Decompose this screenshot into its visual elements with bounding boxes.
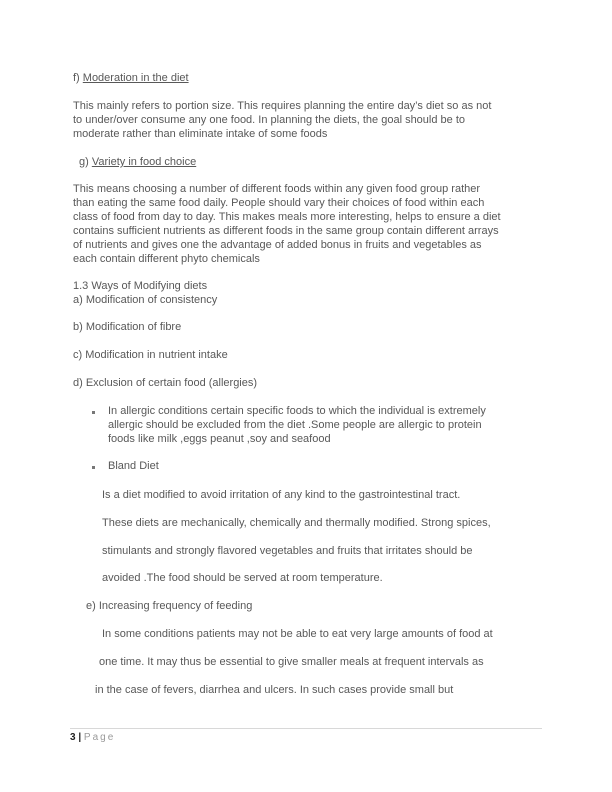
bullet-line: In allergic conditions certain specific foods to which the individual is extremely — [108, 405, 486, 417]
paragraph-line: class of food from day to day. This makes meals more interesting, helps to ensure a diet — [73, 211, 501, 223]
paragraph-line: These diets are mechanically, chemically and thermally modified. Strong spices, — [102, 517, 491, 529]
paragraph-line: to under/over consume any one food. In planning the diets, the goal should be to — [73, 114, 465, 126]
bullet-line: allergic should be excluded from the diet .Some people are allergic to protein — [108, 419, 482, 431]
paragraph-line: moderate rather than eliminate intake of some foods — [73, 128, 328, 140]
list-item: a) Modification of consistency — [73, 294, 218, 306]
paragraph-line: of nutrients and gives one the advantage of added bonus in fruits and vegetables as — [73, 239, 482, 251]
paragraph-line: avoided .The food should be served at room temperature. — [102, 572, 383, 584]
paragraph-line: Is a diet modified to avoid irritation of any kind to the gastrointestinal tract. — [102, 489, 461, 501]
heading-prefix: g) — [79, 156, 92, 168]
page-footer — [70, 731, 115, 745]
paragraph-line: This means choosing a number of different foods within any given food group rather — [73, 183, 481, 195]
heading-prefix: f) — [73, 72, 83, 84]
bullet-line: Bland Diet — [108, 460, 159, 472]
list-item: b) Modification of fibre — [73, 321, 182, 333]
heading-text: Moderation in the diet — [82, 72, 189, 84]
list-item: c) Modification in nutrient intake — [73, 349, 228, 361]
page-label: Page — [83, 732, 116, 743]
paragraph-line: than eating the same food daily. People should vary their choices of food within each — [73, 197, 485, 209]
paragraph-line: one time. It may thus be essential to give smaller meals at frequent intervals as — [99, 656, 484, 668]
paragraph-line: In some conditions patients may not be able to eat very large amounts of food at — [102, 628, 493, 640]
footer-separator: | — [75, 732, 84, 743]
footer-divider — [70, 728, 542, 729]
paragraph-line: in the case of fevers, diarrhea and ulcers. In such cases provide small but — [95, 684, 454, 696]
paragraph-line: This mainly refers to portion size. This requires planning the entire day’s diet so as not — [73, 100, 492, 112]
list-item: d) Exclusion of certain food (allergies) — [73, 377, 258, 389]
heading-f — [73, 71, 189, 85]
list-item: e) Increasing frequency of feeding — [86, 600, 253, 612]
paragraph-line: each contain different phyto chemicals — [73, 253, 260, 265]
section-heading: 1.3 Ways of Modifying diets — [73, 280, 208, 292]
bullet-icon — [92, 466, 95, 469]
paragraph-line: stimulants and strongly flavored vegetables and fruits that irritates should be — [102, 545, 473, 557]
heading-g — [79, 155, 196, 169]
page-number: 3 — [70, 732, 76, 743]
bullet-line: foods like milk ,eggs peanut ,soy and seafood — [108, 433, 331, 445]
paragraph-line: contains sufficient nutrients as different foods in the same group contain different arrays — [73, 225, 499, 237]
bullet-icon — [92, 411, 95, 414]
heading-text: Variety in food choice — [91, 156, 197, 168]
